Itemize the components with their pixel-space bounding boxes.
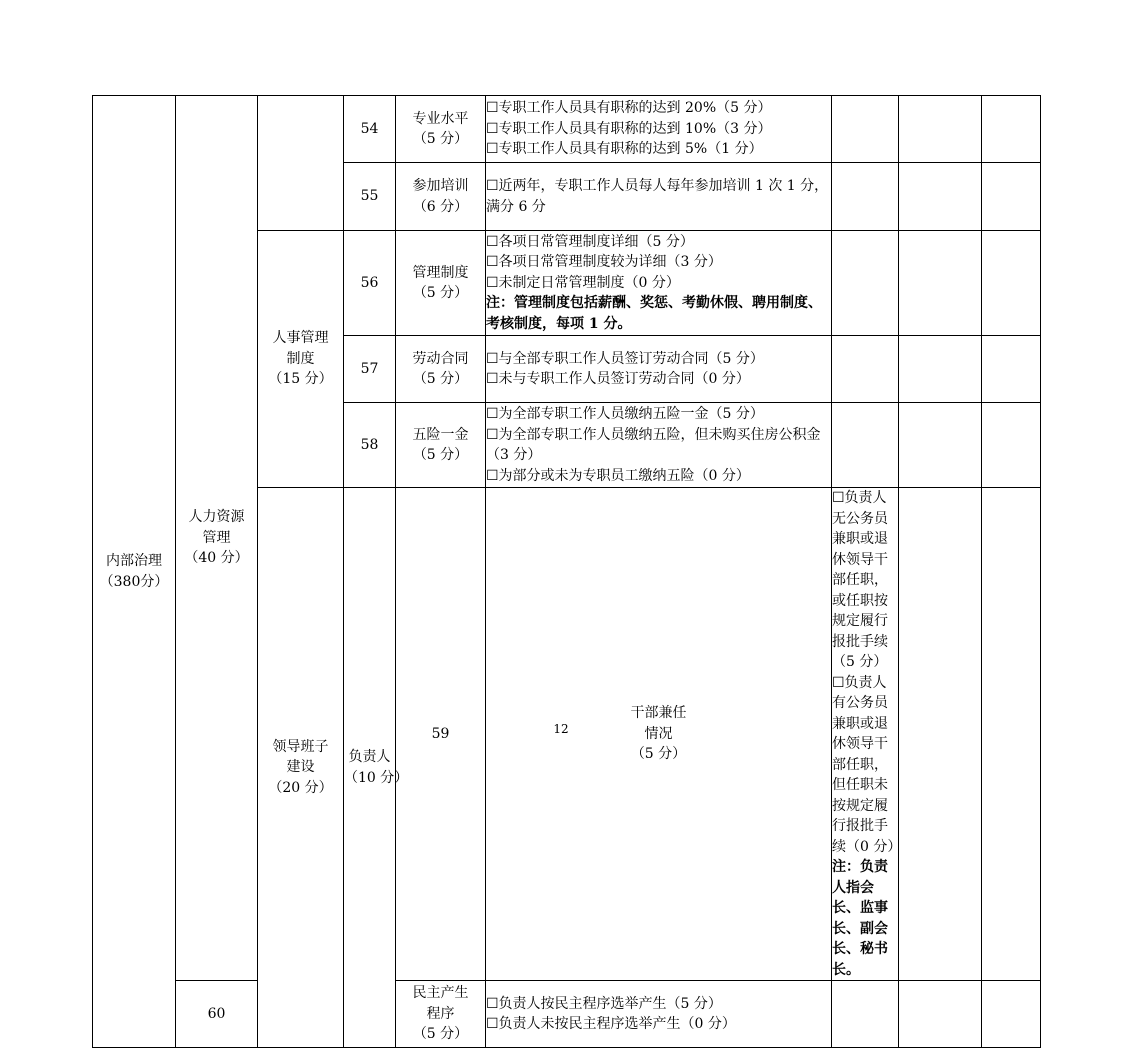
item-score: （5 分） — [630, 746, 687, 763]
item-name: 参加培训 — [412, 178, 469, 194]
item-score: （5 分） — [412, 1026, 469, 1043]
option-checkbox-text: ☐各项日常管理制度详细（5 分） — [486, 233, 694, 250]
level1-score: （380分） — [99, 573, 169, 590]
lead-name-line1: 领导班子 — [272, 738, 329, 755]
lead-category-cell — [258, 488, 344, 1048]
blank-score-cell — [899, 231, 982, 336]
blank-score-cell — [899, 981, 982, 1048]
option-checkbox-text: ☐为全部专职工作人员缴纳五险，但未购买住房公积金（3 分） — [486, 426, 821, 463]
option-checkbox-text: ☐负责人无公务员兼职或退休领导干部任职，或任职按规定履行报批手续（5 分） — [832, 490, 888, 670]
options-cell — [486, 231, 832, 336]
option-checkbox-text: ☐专职工作人员具有职称的达到 10%（3 分） — [486, 120, 772, 137]
item-cell — [396, 231, 486, 336]
options-cell — [486, 403, 832, 488]
option-checkbox-text: ☐为部分或未为专职员工缴纳五险（0 分） — [486, 467, 750, 484]
table-row — [93, 96, 1041, 163]
row-number: 60 — [176, 981, 258, 1048]
option-checkbox-text: ☐负责人按民主程序选举产生（5 分） — [486, 995, 722, 1012]
blank-score-cell — [832, 981, 899, 1048]
personnel-subcategory-cell — [258, 231, 344, 488]
option-checkbox-text: ☐各项日常管理制度较为详细（3 分） — [486, 254, 722, 271]
note-text: 注：管理制度包括薪酬、奖惩、考勤休假、聘用制度、考核制度，每项 1 分。 — [486, 295, 822, 332]
item-score: （6 分） — [412, 198, 469, 215]
option-checkbox-text: ☐近两年，专职工作人员每人每年参加培训 1 次 1 分，满分 6 分 — [486, 178, 829, 215]
row-number: 55 — [344, 163, 396, 231]
options-cell — [486, 981, 832, 1048]
lead-name-line2: 建设 — [286, 759, 315, 776]
row-number: 56 — [344, 231, 396, 336]
row-number: 54 — [344, 96, 396, 163]
hr-name-line1: 人力资源 — [188, 509, 245, 526]
evaluation-table — [92, 95, 1041, 1048]
option-checkbox-text: ☐专职工作人员具有职称的达到 5%（1 分） — [486, 141, 763, 158]
option-checkbox-text: ☐负责人有公务员兼职或退休领导干部任职，但任职未按规定履行报批手续（0 分） — [832, 674, 902, 855]
hr-score: （40 分） — [184, 550, 249, 567]
blank-score-cell — [982, 403, 1041, 488]
head-score: （10 分） — [344, 769, 409, 786]
options-cell — [486, 336, 832, 403]
options-cell — [486, 96, 832, 163]
personnel-name-line1: 人事管理 — [272, 330, 329, 347]
level1-cell — [93, 96, 176, 1048]
personnel-score: （15 分） — [268, 371, 333, 388]
item-name: 干部兼任 — [630, 705, 687, 722]
hr-category-cell — [176, 96, 258, 981]
item-name: 专业水平 — [412, 110, 469, 127]
row-number: 58 — [344, 403, 396, 488]
item-score: （5 分） — [412, 285, 469, 301]
item-name: 管理制度 — [412, 264, 469, 281]
lead-score: （20 分） — [268, 779, 333, 796]
option-checkbox-text: ☐与全部专职工作人员签订劳动合同（5 分） — [486, 350, 764, 367]
blank-score-cell — [832, 336, 899, 403]
blank-score-cell — [982, 336, 1041, 403]
head-subcategory-cell — [344, 488, 409, 1048]
option-checkbox-text: ☐为全部专职工作人员缴纳五险一金（5 分） — [486, 406, 764, 422]
table-row — [93, 981, 1041, 1048]
item-name-line2: 情况 — [644, 725, 673, 742]
page-number: 12 — [553, 722, 569, 736]
blank-score-cell — [982, 231, 1041, 336]
blank-score-cell — [832, 403, 899, 488]
personnel-name-line2: 制度 — [286, 350, 315, 367]
blank-score-cell — [899, 403, 982, 488]
item-name-line2: 程序 — [426, 1005, 455, 1022]
level1-name: 内部治理 — [106, 553, 162, 569]
hr-name-line2: 管理 — [202, 529, 231, 546]
item-cell — [396, 163, 486, 231]
option-checkbox-text: ☐未与专职工作人员签订劳动合同（0 分） — [486, 371, 750, 387]
note-text: 注：负责人指会长、监事长、副会长、秘书长。 — [832, 859, 888, 978]
blank-score-cell — [982, 163, 1041, 231]
item-cell — [396, 981, 486, 1048]
item-cell — [396, 96, 486, 163]
blank-score-cell — [982, 96, 1041, 163]
blank-score-cell — [832, 231, 899, 336]
item-score: （5 分） — [412, 131, 469, 147]
item-score: （5 分） — [412, 371, 469, 387]
item-name: 劳动合同 — [412, 350, 469, 367]
head-name: 负责人 — [348, 749, 391, 765]
blank-score-cell — [899, 96, 982, 163]
item-cell — [396, 336, 486, 403]
blank-score-cell — [899, 163, 982, 231]
row-number: 57 — [344, 336, 396, 403]
blank-score-cell — [899, 336, 982, 403]
blank-score-cell — [832, 96, 899, 163]
blank-score-cell — [832, 163, 899, 231]
item-name: 民主产生 — [412, 985, 469, 1002]
option-checkbox-text: ☐未制定日常管理制度（0 分） — [486, 274, 680, 291]
item-cell — [396, 403, 486, 488]
blank-score-cell — [982, 981, 1041, 1048]
option-checkbox-text: ☐专职工作人员具有职称的达到 20%（5 分） — [486, 100, 772, 117]
option-checkbox-text: ☐负责人未按民主程序选举产生（0 分） — [486, 1016, 736, 1032]
item-name: 五险一金 — [412, 426, 469, 443]
options-cell — [486, 163, 832, 231]
row-number: 59 — [396, 488, 486, 981]
blank-subcategory-cell — [258, 96, 344, 231]
item-score: （5 分） — [412, 447, 469, 463]
